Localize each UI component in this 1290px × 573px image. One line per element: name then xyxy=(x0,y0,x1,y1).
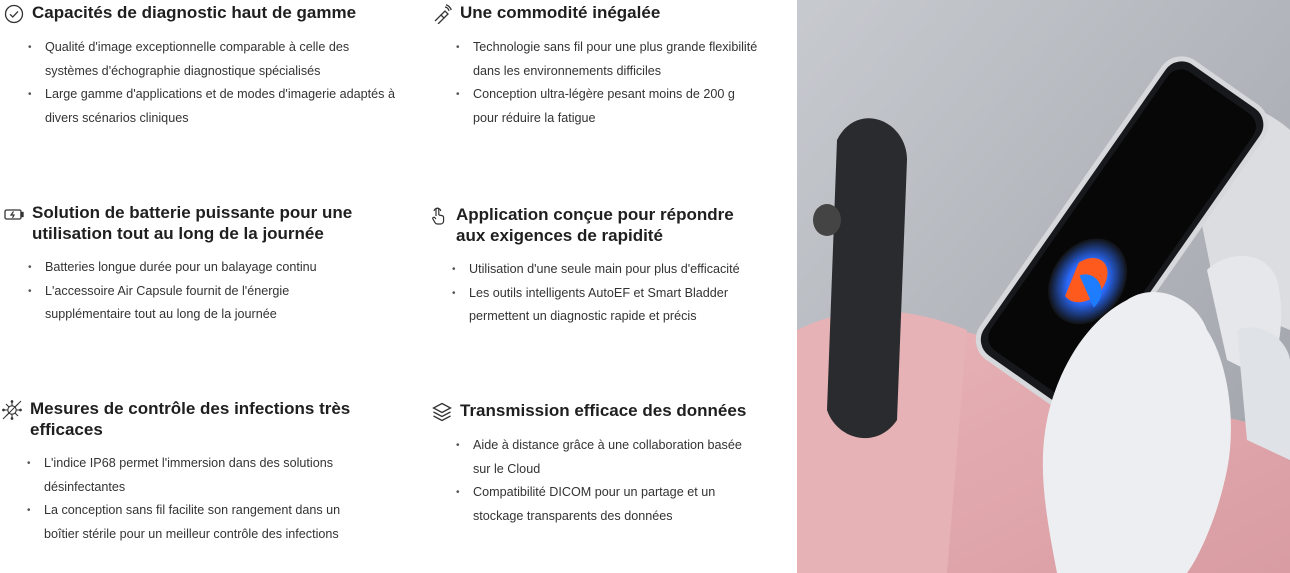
list-item: • L'indice IP68 permet l'immersion dans des solutions désinfectantes xyxy=(27,452,357,499)
feature-list xyxy=(456,36,762,130)
feature-title: Une commodité inégalée xyxy=(460,3,661,22)
feature-battery xyxy=(4,202,389,327)
list-item: • Aide à distance grâce à une collaboration basée sur le Cloud xyxy=(456,434,746,481)
wireless-probe-icon xyxy=(432,4,452,24)
virus-disinfect-icon xyxy=(2,400,22,420)
feature-infection-control xyxy=(2,398,387,546)
feature-header xyxy=(432,2,762,24)
list-item: • Compatibilité DICOM pour un partage et un stockage transparents des données xyxy=(456,481,746,528)
check-circle-icon xyxy=(4,4,24,24)
product-photo xyxy=(797,0,1290,573)
feature-list xyxy=(27,452,357,546)
feature-header xyxy=(2,398,387,440)
list-item: • Large gamme d'applications et de modes d'imagerie adaptés à divers scénarios cliniques xyxy=(28,83,395,130)
feature-list xyxy=(28,256,389,327)
list-item: • Utilisation d'une seule main pour plus d'efficacité xyxy=(452,258,742,282)
hand-tap-icon xyxy=(428,206,448,226)
feature-title: Transmission efficace des données xyxy=(460,401,747,420)
list-item: • Conception ultra-légère pesant moins de 200 g pour réduire la fatigue xyxy=(456,83,763,130)
list-item: • La conception sans fil facilite son rangement dans un boîtier stérile pour un meilleur contrôle des infections xyxy=(27,499,357,546)
feature-title: Capacités de diagnostic haut de gamme xyxy=(32,3,357,22)
list-item: • Batteries longue durée pour un balayage continu xyxy=(28,256,365,280)
list-item: • L'accessoire Air Capsule fournit de l'énergie supplémentaire tout au long de la journée xyxy=(28,280,365,327)
feature-title: Solution de batterie puissante pour une utilisation tout au long de la journée xyxy=(32,203,353,243)
feature-list xyxy=(456,434,746,528)
list-item: • Les outils intelligents AutoEF et Smart Bladder permettent un diagnostic rapide et précis xyxy=(452,282,742,329)
feature-title: Mesures de contrôle des infections très efficaces xyxy=(30,399,351,439)
feature-header xyxy=(4,2,389,24)
list-item: • Technologie sans fil pour une plus grande flexibilité dans les environnements difficiles xyxy=(456,36,763,83)
feature-header xyxy=(432,400,762,422)
feature-data-transmission xyxy=(432,400,762,528)
feature-app xyxy=(428,204,758,329)
feature-header xyxy=(4,202,389,244)
feature-convenience xyxy=(432,2,762,130)
battery-charging-icon xyxy=(4,204,24,224)
data-layers-icon xyxy=(432,402,452,422)
feature-list xyxy=(28,36,395,130)
feature-header xyxy=(428,204,758,246)
feature-diagnostic xyxy=(4,2,395,130)
ultrasound-phone-photo xyxy=(797,0,1290,573)
feature-title: Application conçue pour répondre aux exigences de rapidité xyxy=(456,205,734,245)
list-item: • Qualité d'image exceptionnelle comparable à celle des systèmes d'échographie diagnostique spécialisés xyxy=(28,36,395,83)
feature-list xyxy=(452,258,742,329)
